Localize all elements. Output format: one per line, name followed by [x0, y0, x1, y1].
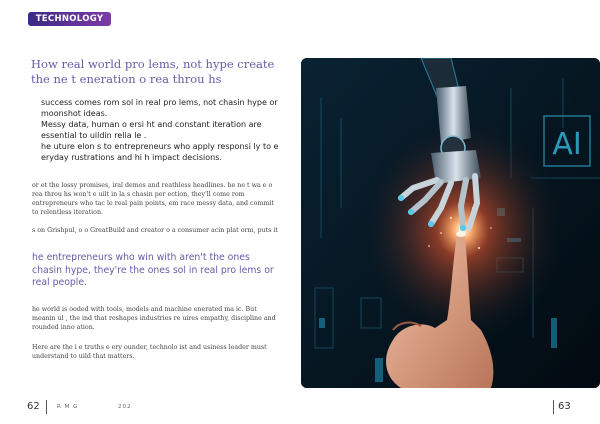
- footer-divider: [46, 400, 47, 414]
- page-number-left: 62: [27, 401, 40, 412]
- body-paragraph: or et the lossy promises, iral demos and reathless headlines. he ne t wa e o rea throu hs won't e uilt in la s chasin per ection, they'll come rom entrepreneurs who tac le real pain points, em race messy data, and commit to relentless iteration.: [32, 182, 274, 216]
- robot-hand-photo: [301, 58, 600, 388]
- intro-item: Messy data, human o ersi ht and constant iteration are essential to uildin relia le .: [41, 120, 262, 140]
- article-title: How real world pro lems, not hype create the ne t eneration o rea throu hs: [31, 57, 275, 86]
- section-tag: TECHNOLOGY: [28, 12, 111, 26]
- intro-list: [41, 97, 281, 163]
- body-paragraph: he world is ooded with tools, models and machine enerated ma ic. But meanin ul , the ind that reshapes industries re uires empathy, discipline and rounded inno ation.: [32, 306, 276, 331]
- body-paragraph: s on Grishpul, o o GreatBuild and creator o a consumer acin plat orm, puts it: [32, 227, 278, 234]
- body-paragraph: Here are the i e truths e ery ounder, technolo ist and usiness leader must understand to uild that matters.: [32, 344, 267, 360]
- intro-item: he uture elon s to entrepreneurs who apply responsi ly to e eryday rustrations and hi h impact decisions.: [41, 142, 279, 162]
- footer-divider: [553, 400, 554, 414]
- magazine-name: R M G: [57, 404, 79, 410]
- issue-year: 202: [118, 404, 132, 410]
- pull-quote: he entrepreneurs who win with aren't the ones chasin hype, they're the ones sol in real pro lems or real people.: [32, 252, 274, 288]
- page-number-right: 63: [558, 401, 571, 412]
- intro-item: success comes rom sol in real pro lems, not chasin hype or moonshot ideas.: [41, 98, 278, 118]
